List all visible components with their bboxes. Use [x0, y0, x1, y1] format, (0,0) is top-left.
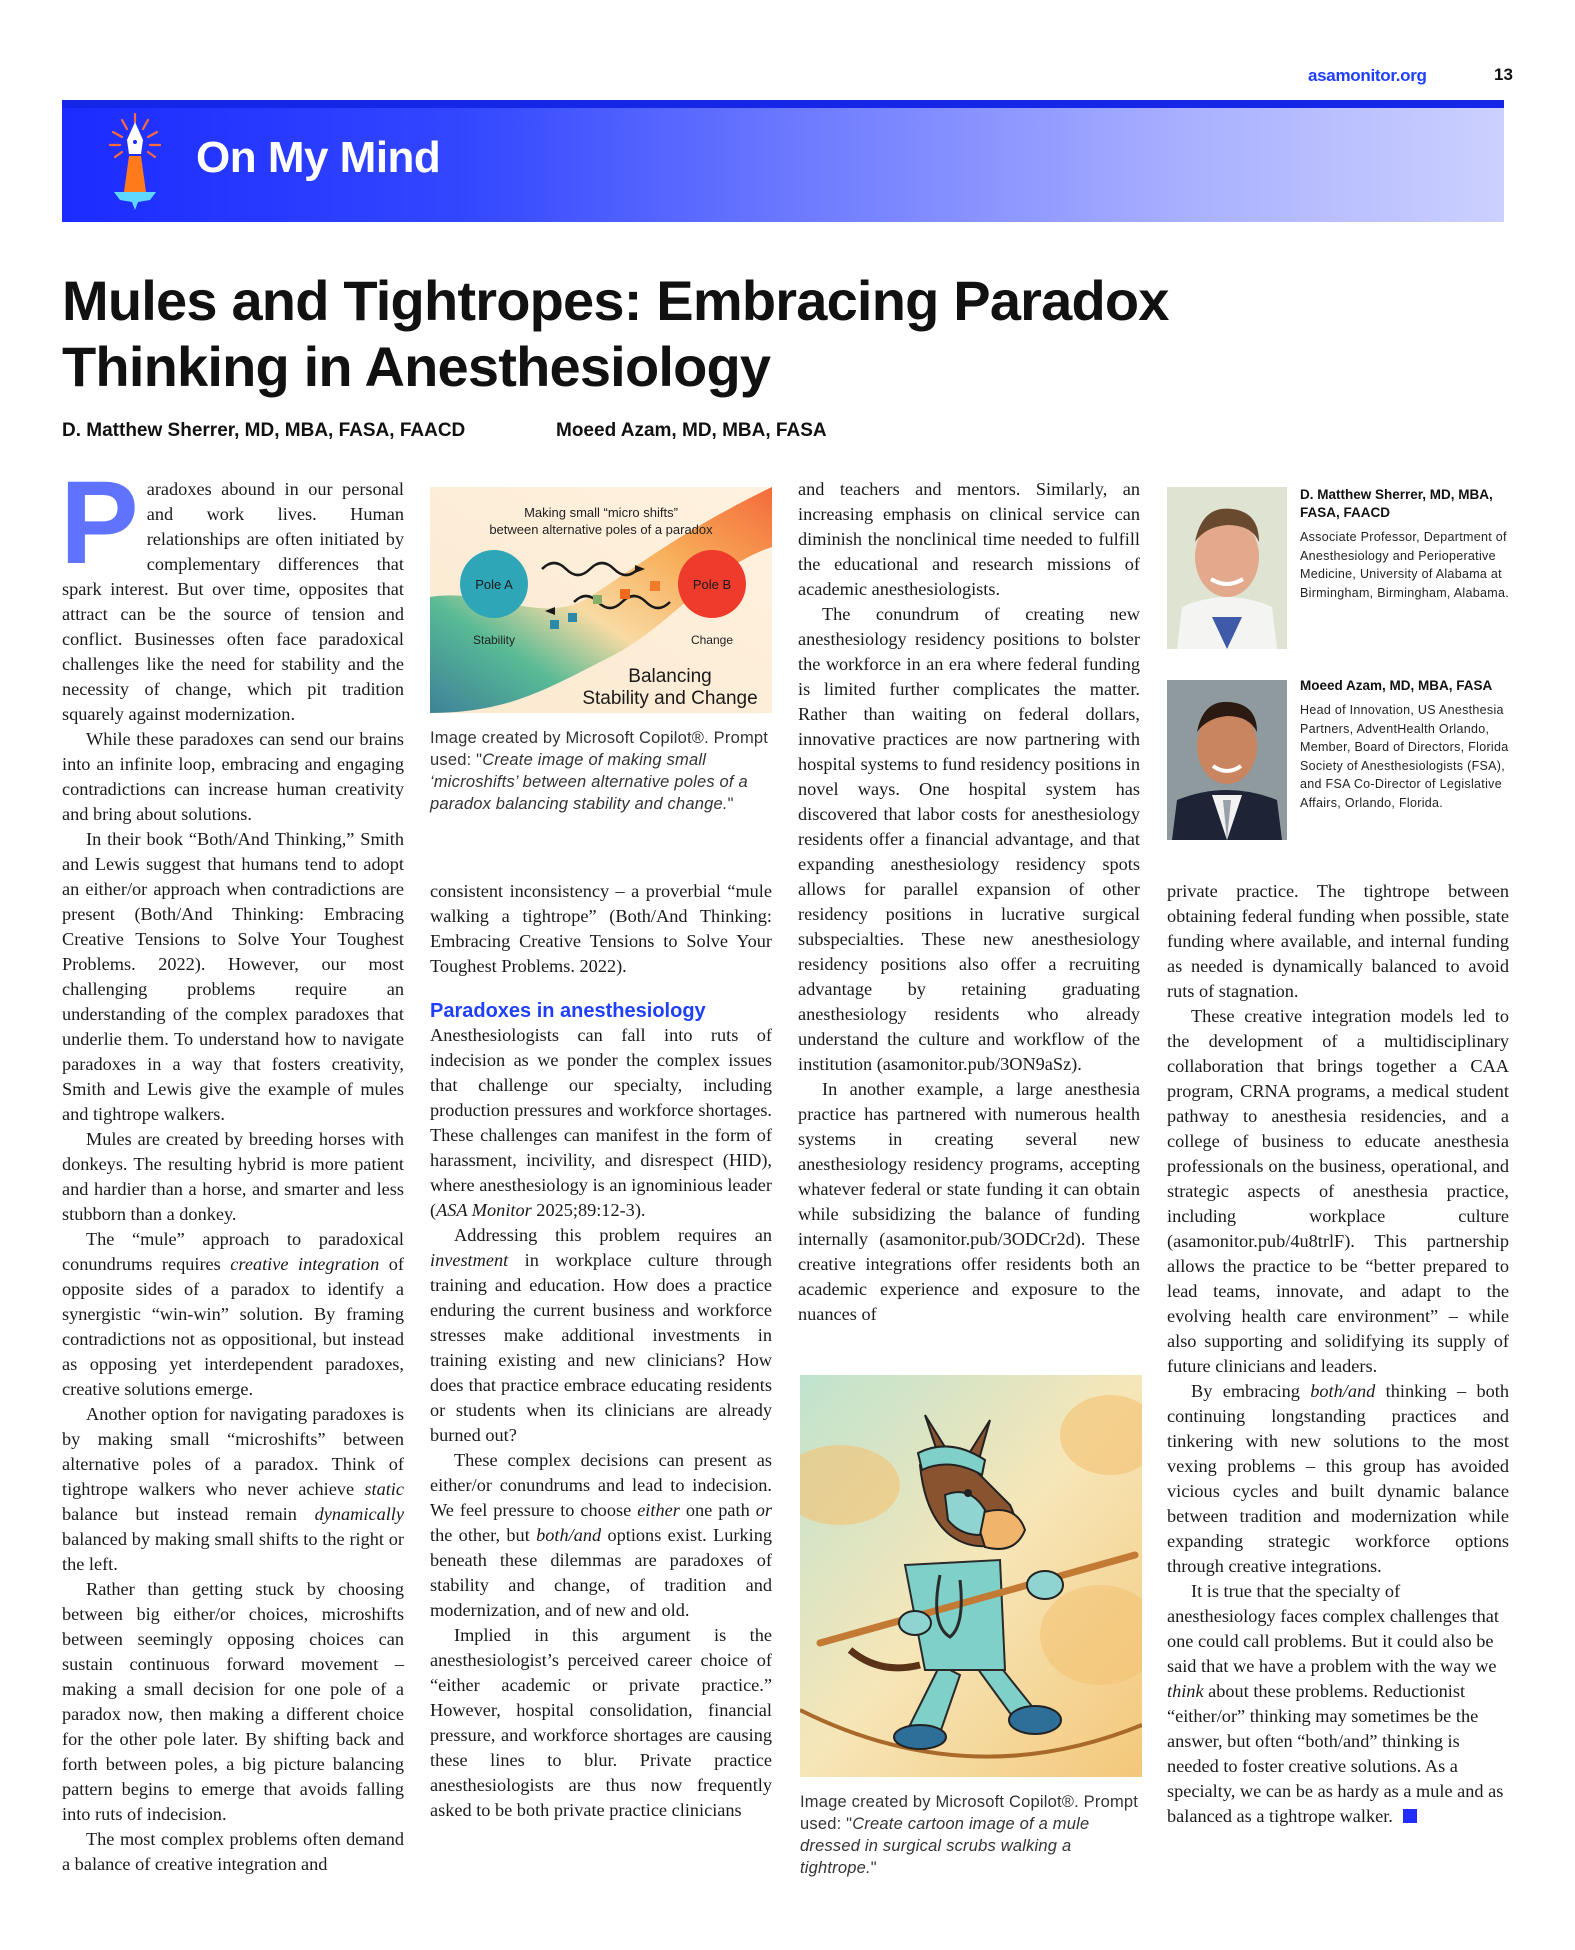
author-photo-sherrer: [1167, 487, 1287, 649]
paragraph: Mules are created by breeding horses with donkeys. The resulting hybrid is more patient and hardier than a horse, and smarter and less stubborn than a donkey.: [62, 1129, 404, 1224]
paragraph: Rather than getting stuck by choosing between big either/or choices, microshifts between seemingly opposing choices can sustain continuous forward movement – making a small decision for one pole of a paradox now, then making a different choice for the other pole later. By shifting back and forth between poles, a big picture balancing pattern begins to emerge that avoids falling into ruts of indecision.: [62, 1579, 404, 1824]
paragraph: The “mule” approach to paradoxical conundrums requires creative integration of opposite sides of a paradox to identify a synergistic “win-win” solution. By framing contradictions not as oppositional, but instead as opposing yet interdependent paradoxes, creative solutions emerge.: [62, 1229, 404, 1399]
byline-author-2: Moeed Azam, MD, MBA, FASA: [556, 420, 827, 441]
paragraph: and teachers and mentors. Similarly, an increasing emphasis on clinical service can diminish the nonclinical time needed to fulfill the educational and research missions of academic anesthesiologists.: [798, 479, 1140, 599]
paragraph: Implied in this argument is the anesthesiologist’s perceived career choice of “either academic or private practice.” However, hospital consolidation, financial pressure, and workforce shortages are causing these lines to blur. Private practice anesthesiologists are thus now frequently asked to be both private practice clinicians: [430, 1625, 772, 1820]
article-headline: [62, 268, 1462, 400]
paragraph: The conundrum of creating new anesthesiology residency positions to bolster the workforce in an era where federal funding is limited further complicates the matter. Rather than waiting on federal dollars, innovative practices are now partnering with hospital systems to fund residency positions in novel ways. One hospital system has discovered that labor costs for anesthesiology residents offer a financial advantage, and that expanding anesthesiology residency spots allows for parallel expansion of other residency positions in lucrative surgical subspecialties. These new anesthesiology residency positions also offer a recruiting advantage by retaining graduating anesthesiology residents who already understand the culture and workflow of the institution (asamonitor.pub/3ON9aSz).: [798, 604, 1140, 1074]
headline-line-1: Mules and Tightropes: Embracing Paradox: [62, 269, 1169, 332]
article-column-3: [798, 477, 1140, 1327]
svg-text:Making small “micro shifts”: Making small “micro shifts”: [524, 505, 678, 520]
article-column-1: [60, 457, 404, 1877]
article-column-4: [1167, 879, 1509, 1829]
paragraph: Anesthesiologists can fall into ruts of indecision as we ponder the complex issues that challenge our specialty, including production pressures and workforce shortages. These challenges can manifest in the form of harassment, incivility, and disrespect (HID), where anesthesiology is an ignominious leader (ASA Monitor 2025;89:12-3).: [430, 1025, 772, 1220]
paragraph: private practice. The tightrope between obtaining federal funding when possible, state funding where available, and internal funding as needed is dynamically balanced to avoid ruts of stagnation.: [1167, 881, 1509, 1001]
paragraph: While these paradoxes can send our brains into an infinite loop, embracing and engaging contradictions can increase human creativity and bring about solutions.: [62, 729, 404, 824]
svg-text:Stability: Stability: [472, 633, 516, 647]
paragraph: Paradoxes abound in our personal and work lives. Human relationships are often initiated by complementary differences that spark interest. But over time, opposites that attract can be the source of tension and conflict. Businesses often face paradoxical challenges like the need for stability and the necessity of change, which pit tradition squarely against modernization.: [60, 457, 404, 724]
banner-top-rule: [62, 100, 1504, 108]
paragraph: These creative integration models led to the development of a multidisciplinary collaboration that brings together a CAA program, CRNA programs, a medical student pathway to anesthesia residencies, and a college of business to educate anesthesia professionals on the business, operational, and strategic aspects of anesthesia practice, including workplace culture (asamonitor.pub/4u8trlF). This partnership allows the practice to be “better prepared to lead teams, innovate, and adapt to the evolving health care environment” – while also supporting and solidifying its supply of future clinicians and leaders.: [1167, 1006, 1509, 1376]
svg-text:Pole A: Pole A: [475, 577, 513, 592]
paragraph: consistent inconsistency – a proverbial “mule walking a tightrope” (Both/And Thinking: Embracing Creative Tensions to Solve Your Toughest Problems. 2022).: [430, 881, 772, 976]
svg-text:Balancing: Balancing: [628, 666, 712, 687]
author-bio-azam: [1300, 677, 1520, 812]
author-affiliation: Associate Professor, Department of Anesthesiology and Perioperative Medicine, University of Alabama at Birmingham, Birmingham, Alabama.: [1300, 530, 1509, 600]
author-name: Moeed Azam, MD, MBA, FASA: [1300, 678, 1493, 693]
drop-cap: P: [60, 457, 139, 589]
svg-text:between alternative poles of a: between alternative poles of a paradox: [489, 522, 713, 537]
end-of-article-mark: [1403, 1809, 1417, 1823]
section-subheading: Paradoxes in anesthesiology: [430, 1000, 706, 1022]
figure-micro-shifts-illustration: [430, 487, 772, 713]
paragraph: Another option for navigating paradoxes is by making small “microshifts” between alternative poles of a paradox. Think of tightrope walkers who never achieve static balance but instead remain dynamically balanced by making small shifts to the right or the left.: [62, 1404, 404, 1574]
site-url: asamonitor.org: [1308, 66, 1427, 85]
author-affiliation: Head of Innovation, US Anesthesia Partners, AdventHealth Orlando, Member, Board of Directors, Florida Society of Anesthesiologists (FSA), and FSA Co-Director of Legislative Affairs, Orlando, Florida.: [1300, 703, 1509, 810]
author-photo-azam: [1167, 680, 1287, 840]
paragraph: In their book “Both/And Thinking,” Smith and Lewis suggest that humans tend to adopt an either/or approach when contradictions are present (Both/And Thinking: Embracing Creative Tensions to Solve Your Toughest Problems. 2022). However, our most challenging problems require an understanding of the complex paradoxes that underlie them. To understand how to navigate paradoxes in a way that fosters creativity, Smith and Lewis give the example of mules and tightrope walkers.: [62, 829, 404, 1124]
svg-text:Change: Change: [690, 633, 734, 647]
svg-text:Stability and Change: Stability and Change: [582, 688, 758, 709]
paragraph: Addressing this problem requires an investment in workplace culture through training and education. How does a practice enduring the current business and workforce stresses make additional investments in training existing and new clinicians? How does that practice embrace educating residents or students when its clinicians are already burned out?: [430, 1225, 772, 1445]
figure-1-caption: Image created by Microsoft Copilot®. Prompt used: "Create image of making small ‘microshifts’ between alternative poles of a paradox balancing stability and change.": [430, 729, 769, 813]
author-bio-sherrer: [1300, 486, 1520, 602]
paragraph: These complex decisions can present as either/or conundrums and lead to indecision. We feel pressure to choose either one path or the other, but both/and options exist. Lurking beneath these dilemmas are paradoxes of stability and change, of tradition and modernization, and of new and old.: [430, 1450, 772, 1620]
figure-mule-tightrope-cartoon: [800, 1375, 1142, 1777]
paragraph: It is true that the specialty of anesthesiology faces complex challenges that one could call problems. But it could also be said that we have a problem with the way we think about these problems. Reductionist “either/or” thinking may sometimes be the answer, but often “both/and” thinking is needed to foster creative solutions. As a specialty, we can be as hardy as a mule and as balanced as a tightrope walker.: [1167, 1581, 1504, 1826]
paragraph: The most complex problems often demand a balance of creative integration and: [62, 1829, 404, 1874]
svg-text:Pole B: Pole B: [692, 577, 732, 592]
article-column-2: [430, 879, 772, 1823]
lighthouse-pen-icon: [100, 112, 170, 212]
paragraph: In another example, a large anesthesia practice has partnered with numerous health systems in creating several new anesthesiology residency programs, accepting whatever federal or state funding it can obtain while subsidizing the balance of funding internally (asamonitor.pub/3ODCr2d). These creative integrations offer residents both an academic experience and exposure to the nuances of: [798, 1079, 1140, 1324]
section-title: On My Mind: [196, 133, 441, 182]
page-number: 13: [1494, 65, 1513, 84]
paragraph: By embracing both/and thinking – both continuing longstanding practices and tinkering with new solutions to the most vexing problems – this group has avoided vicious cycles and built dynamic balance between tradition and modernization while expanding strategic workforce options through creative integrations.: [1167, 1381, 1509, 1576]
author-name: D. Matthew Sherrer, MD, MBA, FASA, FAACD: [1300, 487, 1493, 520]
byline-author-1: D. Matthew Sherrer, MD, MBA, FASA, FAACD: [62, 420, 466, 441]
figure-2-caption: Image created by Microsoft Copilot®. Prompt used: "Create cartoon image of a mule dressed in surgical scrubs walking a tightrope.": [800, 1793, 1139, 1877]
headline-line-2: Thinking in Anesthesiology: [62, 335, 771, 398]
